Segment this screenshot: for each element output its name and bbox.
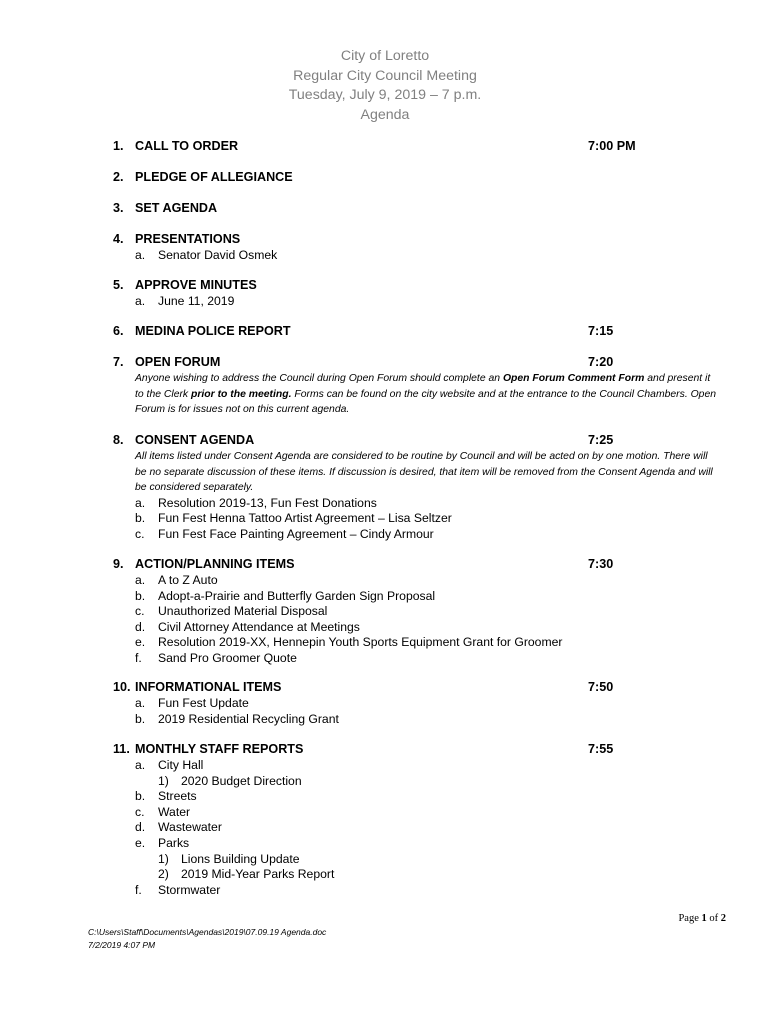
list-item: a. Resolution 2019-13, Fun Fest Donations: [135, 495, 377, 510]
section-number: 1.: [113, 139, 124, 153]
agenda-section-open-forum: [113, 353, 723, 418]
sub-list-item: 2) 2019 Mid-Year Parks Report: [158, 867, 335, 882]
list-item: a. Fun Fest Update: [135, 696, 249, 710]
agenda-section-presentations: [113, 230, 723, 264]
list-item: c. Unauthorized Material Disposal: [135, 604, 328, 619]
agenda-section-informational: [113, 678, 723, 727]
list-item: c. Water: [135, 804, 191, 819]
agenda-section-consent-agenda: [113, 431, 723, 543]
print-timestamp: 7/2/2019 4:07 PM: [88, 939, 156, 950]
section-time: 7:00 PM: [588, 139, 636, 153]
section-number: 10.: [113, 680, 131, 694]
section-number: 9.: [113, 557, 124, 571]
list-item: a. June 11, 2019: [135, 294, 235, 308]
section-number: 2.: [113, 170, 124, 184]
section-number: 6.: [113, 324, 124, 338]
section-title: ACTION/PLANNING ITEMS: [135, 557, 295, 571]
document-type: Agenda: [360, 106, 410, 123]
list-item: a. City Hall: [135, 758, 204, 772]
agenda-section-staff-reports: [113, 740, 723, 898]
agenda-section-pledge: [113, 168, 723, 186]
agenda-header: [0, 47, 770, 125]
list-item: c. Fun Fest Face Painting Agreement – Cindy Armour: [135, 526, 434, 541]
section-title: PLEDGE OF ALLEGIANCE: [135, 170, 293, 184]
agenda-section-action-planning: [113, 555, 723, 667]
section-number: 7.: [113, 355, 124, 369]
list-item: b. Streets: [135, 789, 197, 804]
page-number: Page 1 of 2: [678, 913, 726, 924]
section-number: 11.: [113, 742, 130, 756]
list-item: d. Wastewater: [135, 820, 222, 835]
list-item: b. 2019 Residential Recycling Grant: [135, 711, 339, 726]
section-number: 5.: [113, 278, 124, 292]
deadline-emphasis: prior to the meeting.: [191, 388, 292, 400]
section-number: 4.: [113, 232, 124, 246]
list-item: d. Civil Attorney Attendance at Meetings: [135, 619, 360, 634]
list-item: b. Adopt-a-Prairie and Butterfly Garden Sign Proposal: [135, 588, 436, 603]
section-time: 7:15: [588, 324, 614, 338]
list-item: e. Parks: [135, 835, 190, 850]
section-time: 7:30: [588, 557, 614, 571]
sub-list-item: 1) 2020 Budget Direction: [158, 773, 302, 788]
list-item: a. A to Z Auto: [135, 573, 218, 587]
section-number: 3.: [113, 201, 124, 215]
agenda-section-set-agenda: [113, 199, 723, 217]
section-description: Anyone wishing to address the Council during Open Forum should complete an Open Forum Comment Form and present it to the Clerk prior to the meeting. Forms can be found on the city website and at the entrance to the Council Chambers. Open Forum is for issues not on this current agenda.: [135, 373, 717, 416]
meeting-name: Regular City Council Meeting: [293, 67, 477, 84]
list-item: a. Senator David Osmek: [135, 248, 278, 262]
section-title: APPROVE MINUTES: [135, 278, 257, 292]
list-item: e. Resolution 2019-XX, Hennepin Youth Sports Equipment Grant for Groomer: [135, 635, 563, 650]
section-title: PRESENTATIONS: [135, 232, 241, 246]
list-item: f. Sand Pro Groomer Quote: [135, 650, 297, 665]
agenda-section-call-to-order: [113, 137, 723, 155]
section-description: All items listed under Consent Agenda are considered to be routine by Council and will be acted on by one motion. There will be no separate discussion of these items. If discussion is desired, that item will be removed from the Consent Agenda and will be considered separately.: [135, 451, 713, 494]
org-name: City of Loretto: [340, 48, 430, 64]
section-title: SET AGENDA: [135, 201, 218, 215]
section-time: 7:20: [588, 355, 614, 369]
section-title: CONSENT AGENDA: [135, 433, 255, 447]
open-forum-form-name: Open Forum Comment Form: [502, 373, 645, 384]
section-title: INFORMATIONAL ITEMS: [135, 680, 282, 694]
section-time: 7:25: [588, 433, 614, 447]
document-footer: [88, 926, 326, 951]
file-path: C:\Users\Staff\Documents\Agendas\2019\07.09.19 Agenda.doc: [88, 927, 327, 937]
list-item: b. Fun Fest Henna Tattoo Artist Agreement – Lisa Seltzer: [135, 511, 452, 526]
agenda-section-police-report: [113, 322, 723, 340]
section-title: MONTHLY STAFF REPORTS: [135, 742, 304, 756]
agenda-section-approve-minutes: [113, 276, 723, 310]
list-item: f. Stormwater: [135, 882, 221, 897]
section-time: 7:50: [588, 680, 614, 694]
section-number: 8.: [113, 433, 124, 447]
sub-list-item: 1) Lions Building Update: [158, 851, 300, 866]
meeting-date: Tuesday, July 9, 2019 – 7 p.m.: [288, 87, 482, 104]
section-time: 7:55: [588, 742, 614, 756]
section-title: CALL TO ORDER: [135, 139, 239, 153]
section-title: OPEN FORUM: [135, 355, 221, 369]
section-title: MEDINA POLICE REPORT: [135, 324, 291, 338]
